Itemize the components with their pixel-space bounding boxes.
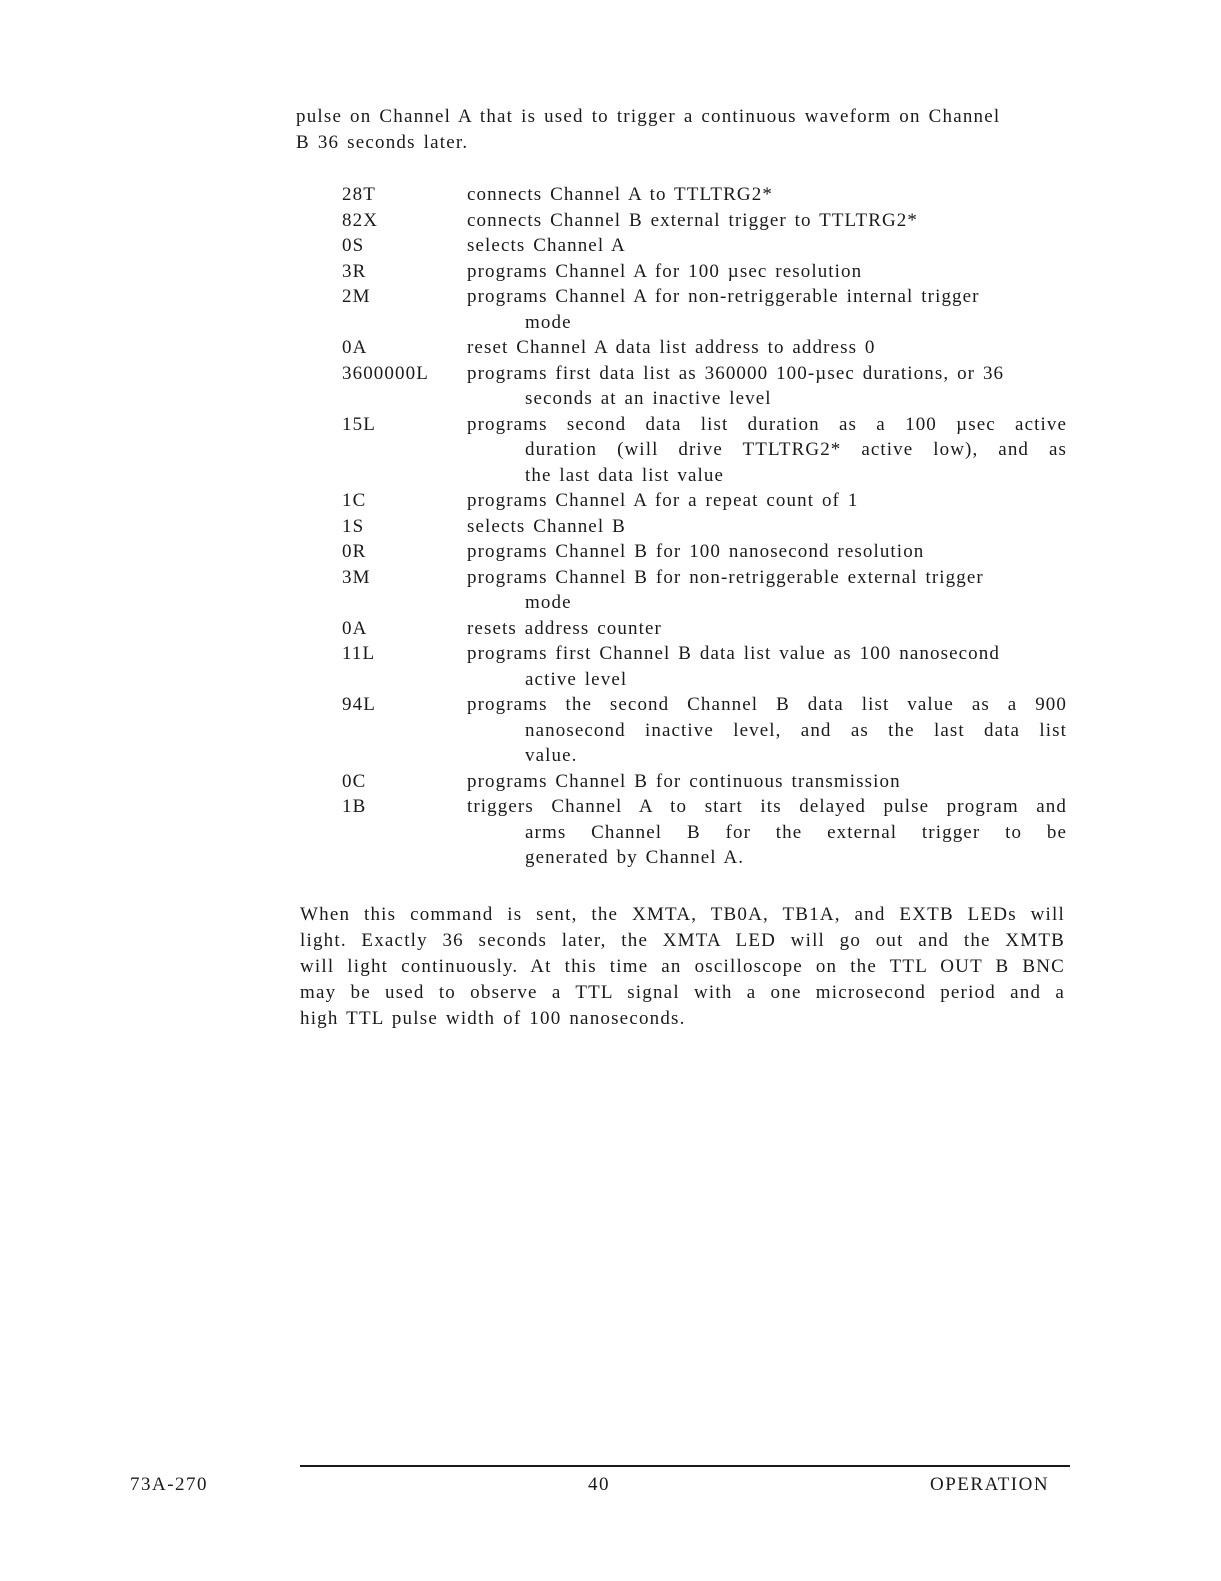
command-row: [342, 514, 1067, 540]
command-row: [342, 259, 1067, 285]
command-code: 94L: [342, 694, 376, 715]
command-row: [342, 539, 1067, 565]
footer-divider: [300, 1465, 1070, 1467]
command-row: [342, 182, 1067, 208]
command-row: [342, 233, 1067, 259]
description-line: connects Channel A to TTLTRG2*: [467, 184, 773, 205]
command-code: 11L: [342, 643, 376, 664]
command-code: 0S: [342, 235, 365, 256]
outro-line: high TTL pulse width of 100 nanoseconds.: [300, 1008, 686, 1029]
command-row: [342, 284, 1067, 335]
command-description: [467, 182, 1067, 208]
description-line: arms Channel B for the external trigger to be: [525, 821, 1067, 843]
command-row: [342, 769, 1067, 795]
command-code: 3M: [342, 566, 371, 588]
command-description: [467, 361, 1067, 412]
command-row: [342, 641, 1067, 692]
command-description: [467, 412, 1067, 489]
command-code: 3600000L: [342, 362, 429, 384]
command-description: [467, 335, 1067, 361]
description-line: selects Channel B: [467, 515, 626, 537]
command-code: 1B: [342, 796, 367, 817]
outro-paragraph: [300, 902, 1065, 1032]
description-line: resets address counter: [467, 617, 662, 639]
command-list: [342, 182, 1067, 871]
command-code: 1S: [342, 515, 365, 537]
command-description: [467, 208, 1067, 234]
command-row: [342, 692, 1067, 769]
command-description: [467, 794, 1067, 871]
command-code: 0A: [342, 337, 368, 358]
command-description: [467, 233, 1067, 259]
description-line: selects Channel A: [467, 235, 626, 256]
command-code: 0C: [342, 770, 367, 792]
intro-line: pulse on Channel A that is used to trigger a continuous waveform on Channel: [296, 106, 1001, 127]
description-line: programs Channel A for a repeat count of 1: [467, 490, 859, 511]
description-line: programs Channel A for 100 µsec resolution: [467, 260, 863, 282]
command-description: [467, 692, 1067, 769]
command-row: [342, 488, 1067, 514]
description-line: programs the second Channel B data list value as a 900: [467, 694, 1067, 715]
command-code: 15L: [342, 413, 376, 435]
command-description: [467, 616, 1067, 642]
description-line: programs first Channel B data list value as 100 nanosecond: [467, 643, 1000, 664]
command-code: 0R: [342, 541, 367, 562]
footer-page-number: 40: [588, 1474, 610, 1495]
command-row: [342, 208, 1067, 234]
command-code: 0A: [342, 617, 368, 639]
command-description: [467, 539, 1067, 565]
description-line: the last data list value: [525, 464, 725, 486]
outro-line: may be used to observe a TTL signal with a one microsecond period and a: [300, 982, 1065, 1003]
command-row: [342, 361, 1067, 412]
command-code: 3R: [342, 260, 367, 282]
description-line: generated by Channel A.: [525, 847, 745, 868]
intro-paragraph: [296, 104, 1066, 156]
command-description: [467, 259, 1067, 285]
outro-line: will light continuously. At this time an oscilloscope on the TTL OUT B BNC: [300, 956, 1065, 977]
command-description: [467, 284, 1067, 335]
description-line: nanosecond inactive level, and as the last data list: [525, 719, 1067, 741]
intro-line: B 36 seconds later.: [296, 132, 469, 153]
command-row: [342, 565, 1067, 616]
outro-line: When this command is sent, the XMTA, TB0A, TB1A, and EXTB LEDs will: [300, 904, 1065, 925]
description-line: programs Channel A for non-retriggerable internal trigger: [467, 286, 980, 307]
description-line: programs Channel B for continuous transmission: [467, 770, 901, 792]
command-code: 1C: [342, 490, 367, 511]
command-row: [342, 616, 1067, 642]
footer-section-title: OPERATION: [930, 1474, 1050, 1495]
description-line: seconds at an inactive level: [525, 388, 772, 409]
description-line: value.: [525, 745, 578, 766]
description-line: programs Channel B for 100 nanosecond resolution: [467, 541, 925, 562]
description-line: programs first data list as 360000 100-µsec durations, or 36: [467, 362, 1005, 384]
description-line: reset Channel A data list address to address 0: [467, 337, 876, 358]
command-row: [342, 412, 1067, 489]
description-line: programs Channel B for non-retriggerable external trigger: [467, 566, 984, 588]
command-row: [342, 794, 1067, 871]
description-line: triggers Channel A to start its delayed pulse program and: [467, 796, 1067, 817]
command-row: [342, 335, 1067, 361]
description-line: active level: [525, 668, 628, 690]
command-code: 82X: [342, 209, 379, 231]
description-line: programs second data list duration as a 100 µsec active: [467, 413, 1067, 435]
description-line: mode: [525, 592, 572, 613]
description-line: connects Channel B external trigger to TTLTRG2*: [467, 209, 919, 231]
command-description: [467, 514, 1067, 540]
command-description: [467, 769, 1067, 795]
command-description: [467, 488, 1067, 514]
command-code: 28T: [342, 184, 376, 205]
description-line: mode: [525, 311, 572, 333]
outro-line: light. Exactly 36 seconds later, the XMTA LED will go out and the XMTB: [300, 930, 1065, 951]
description-line: duration (will drive TTLTRG2* active low), and as: [525, 439, 1067, 460]
command-code: 2M: [342, 286, 371, 307]
command-description: [467, 641, 1067, 692]
command-description: [467, 565, 1067, 616]
footer-doc-id: 73A-270: [130, 1474, 209, 1495]
